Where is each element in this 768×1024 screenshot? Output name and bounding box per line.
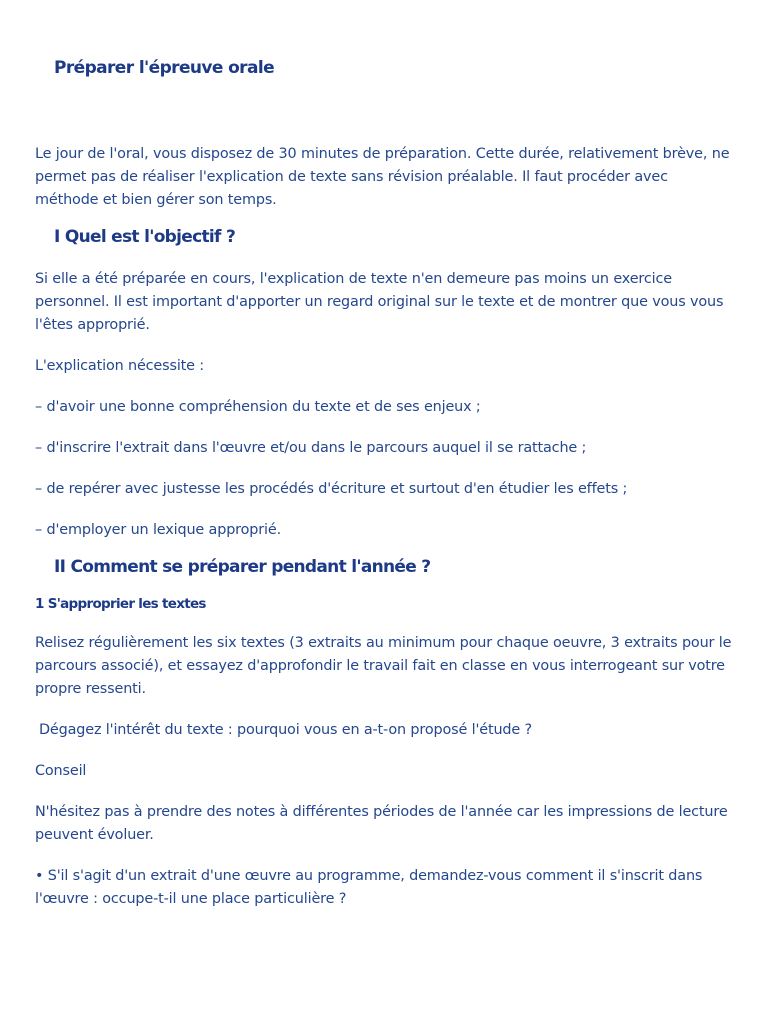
requirement-item: – d'inscrire l'extrait dans l'œuvre et/ou dans le parcours auquel il se rattache ; — [35, 440, 587, 456]
subheading-approprier: 1 S'approprier les textes — [35, 596, 206, 612]
requirement-item: – de repérer avec justesse les procédés d'écriture et surtout d'en étudier les effets ; — [35, 481, 628, 497]
conseil-paragraph: N'hésitez pas à prendre des notes à différentes périodes de l'année car les impressions de lecture peuvent évoluer. — [35, 804, 728, 843]
interet-paragraph: Dégagez l'intérêt du texte : pourquoi vous en a-t-on proposé l'étude ? — [39, 722, 533, 738]
conseil-label: Conseil — [35, 763, 87, 779]
section-heading-objectif: I Quel est l'objectif ? — [54, 227, 236, 247]
explication-intro: L'explication nécessite : — [35, 358, 204, 374]
bullet-paragraph: • S'il s'agit d'un extrait d'une œuvre au programme, demandez-vous comment il s'inscrit dans l'œuvre : occupe-t-il une place particulière ? — [35, 868, 703, 907]
intro-paragraph: Le jour de l'oral, vous disposez de 30 minutes de préparation. Cette durée, relativement brève, ne permet pas de réaliser l'explication de texte sans révision préalable. Il faut procéder avec méthode et bien gérer son temps. — [35, 146, 730, 208]
section-heading-preparation: II Comment se préparer pendant l'année ? — [54, 557, 431, 577]
relisez-paragraph: Relisez régulièrement les six textes (3 extraits au minimum pour chaque oeuvre, 3 extraits pour le parcours associé), et essayez d'approfondir le travail fait en classe en vous interrogeant sur votre propre ressenti. — [35, 635, 732, 697]
page-title: Préparer l'épreuve orale — [54, 58, 274, 78]
objectif-paragraph: Si elle a été préparée en cours, l'explication de texte n'en demeure pas moins un exercice personnel. Il est important d'apporter un regard original sur le texte et de montrer que vous vous l'êtes approprié. — [35, 271, 724, 333]
requirement-item: – d'avoir une bonne compréhension du texte et de ses enjeux ; — [35, 399, 481, 415]
requirement-item: – d'employer un lexique approprié. — [35, 522, 282, 538]
document-body — [35, 143, 735, 929]
